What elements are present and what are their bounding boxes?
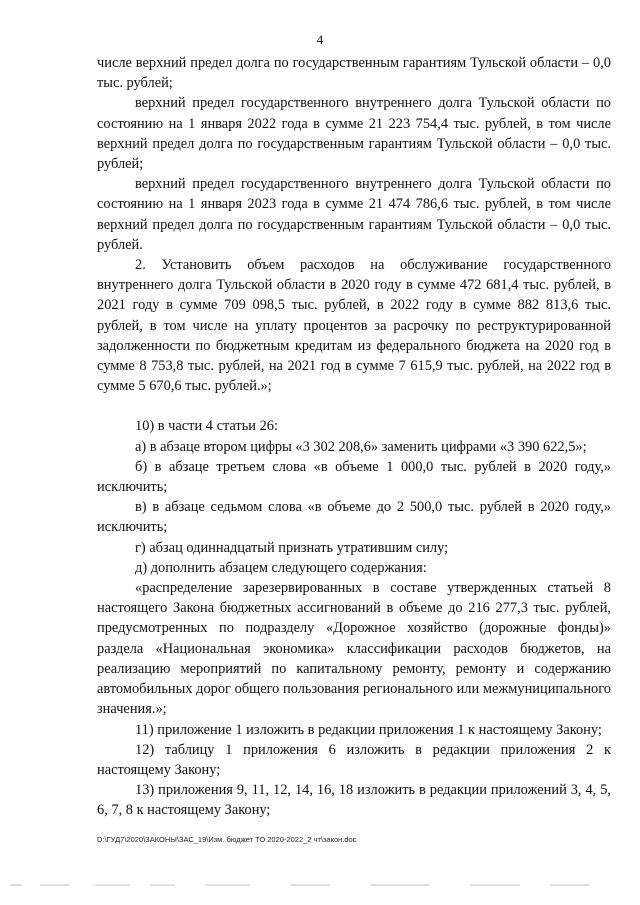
paragraph: д) дополнить абзацем следующего содержания:	[135, 559, 427, 576]
document-body	[97, 53, 611, 821]
paragraph: 12) таблицу 1 приложения 6 изложить в редакции приложения 2 к настоящему Закону;	[97, 741, 611, 778]
paragraph: верхний предел государственного внутреннего долга Тульской области по состоянию на 1 января 2022 года в сумме 21 223 754,4 тыс. рублей, в том числе верхний предел долга по государственным гарантиям Тульской области – 0,0 тыс. рублей;	[97, 95, 611, 173]
paragraph: верхний предел государственного внутреннего долга Тульской области по состоянию на 1 января 2023 года в сумме 21 474 786,6 тыс. рублей, в том числе верхний предел долга по государственным гарантиям Тульской области – 0,0 тыс. рублей.	[97, 176, 611, 253]
paragraph-gap	[97, 396, 611, 416]
paragraph: 10) в части 4 статьи 26:	[135, 418, 278, 435]
paragraph: числе верхний предел долга по государственным гарантиям Тульской области – 0,0 тыс. рублей;	[97, 55, 611, 92]
paragraph: в) в абзаце седьмом слова «в объеме до 2 500,0 тыс. рублей в 2020 году,» исключить;	[97, 499, 611, 536]
paragraph: 13) приложения 9, 11, 12, 14, 16, 18 изложить в редакции приложений 3, 4, 5, 6, 7, 8 к настоящему Закону;	[97, 782, 611, 819]
page-number: 4	[316, 32, 324, 47]
paragraph: б) в абзаце третьем слова «в объеме 1 000,0 тыс. рублей в 2020 году,» исключить;	[97, 458, 611, 496]
paragraph: а) в абзаце втором цифры «3 302 208,6» заменить цифрами «3 390 622,5»;	[135, 438, 587, 455]
paragraph: г) абзац одиннадцатый признать утратившим силу;	[135, 539, 449, 556]
scan-artifact-line	[0, 880, 640, 890]
paragraph: 2. Установить объем расходов на обслуживание государственного внутреннего долга Тульской области в 2020 году в сумме 472 681,4 тыс. рублей, в 2021 году в сумме 709 098,5 тыс. рублей, в 2022 году в сумме 882 813,6 тыс. рублей, в том числе на уплату процентов за расрочку по реструктурированной задолженности по бюджетным кредитам из федерального бюджета на 2020 год в сумме 8 753,8 тыс. рублей, на 2021 год в сумме 7 615,9 тыс. рублей, на 2022 год в сумме 5 670,6 тыс. рублей.»;	[97, 257, 611, 395]
paragraph: 11) приложение 1 изложить в редакции приложения 1 к настоящему Закону;	[135, 721, 602, 738]
file-path-footer: D:\ГУД7\2020\ЗАКОНЫ\ЗАС_19\Изм. бюджет ТО 2020-2022_2 чт\закон.doc	[97, 835, 357, 844]
paragraph: «распределение зарезервированных в составе утвержденных статьей 8 настоящего Закона бюджетных ассигнований в объеме до 216 277,3 тыс. рублей, предусмотренных по подразделу «Дорожное хозяйство (дорожные фонды)» раздела «Национальная экономика» классификации расходов бюджетов, на реализацию мероприятий по капитальному ремонту, ремонту и содержанию автомобильных дорог общего пользования регионального или межмуниципального значения.»;	[97, 580, 611, 718]
